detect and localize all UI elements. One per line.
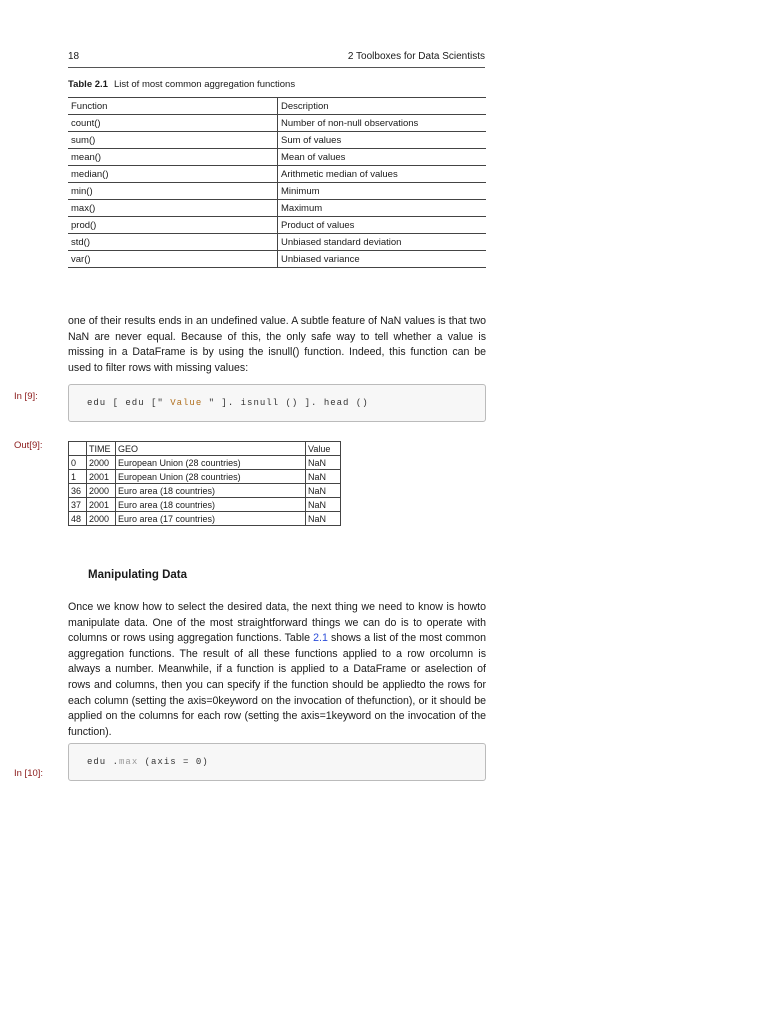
- table-row: [69, 512, 341, 526]
- table-caption-label: Table 2.1: [68, 79, 108, 90]
- paragraph-text-segment: shows a list of the most common aggregation functions. The result of all these functions applied to a row orcolumn is always a number. Meanwhile, if a function is applied to a DataFrame or aselection of rows and columns, then you can specify if the function should be appliedto the rows for each column (setting the axis=0keyword on the invocation of thefunction), or it should be applied on the columns for each row (setting the axis=1keyword on the invocation of the function).: [68, 632, 486, 738]
- table-header-cell: [69, 442, 87, 456]
- table-row: [68, 132, 486, 149]
- code-string-token: Value: [170, 398, 203, 408]
- table-cell: Unbiased standard deviation: [278, 234, 487, 251]
- table-cell: Unbiased variance: [278, 251, 487, 268]
- table-cell: Arithmetic median of values: [278, 166, 487, 183]
- body-paragraph: [68, 314, 486, 376]
- table-cell: Mean of values: [278, 149, 487, 166]
- code-line: [87, 757, 209, 767]
- table-cell: NaN: [306, 470, 341, 484]
- chapter-title: 2 Toolboxes for Data Scientists: [347, 51, 485, 62]
- table-cell: min(): [68, 183, 278, 200]
- table-row: [68, 115, 486, 132]
- table-row: [68, 217, 486, 234]
- table-cell: European Union (28 countries): [116, 470, 306, 484]
- code-cell[interactable]: [68, 743, 486, 781]
- code-line: [87, 398, 369, 408]
- table-cell: Maximum: [278, 200, 487, 217]
- table-cell: 2000: [87, 456, 116, 470]
- table-cell: Euro area (18 countries): [116, 484, 306, 498]
- table-row: [69, 498, 341, 512]
- table-cell: NaN: [306, 512, 341, 526]
- table-cell: var(): [68, 251, 278, 268]
- table-cell: median(): [68, 166, 278, 183]
- aggregation-functions-table: [68, 97, 486, 268]
- running-header: [68, 49, 485, 68]
- table-cell: count(): [68, 115, 278, 132]
- table-cell: 2000: [87, 512, 116, 526]
- input-prompt: In [9]:: [14, 391, 38, 402]
- table-cell: 2001: [87, 498, 116, 512]
- table-reference-link[interactable]: 2.1: [313, 632, 328, 645]
- table-cell: std(): [68, 234, 278, 251]
- table-cell: Euro area (18 countries): [116, 498, 306, 512]
- table-cell: European Union (28 countries): [116, 456, 306, 470]
- table-cell: 2001: [87, 470, 116, 484]
- table-cell: 36: [69, 484, 87, 498]
- page-number: 18: [68, 51, 80, 62]
- table-cell: NaN: [306, 498, 341, 512]
- table-row: [68, 251, 486, 268]
- table-header-row: [68, 98, 486, 115]
- dataframe-output-table: [68, 441, 341, 526]
- table-caption: [68, 79, 295, 90]
- table-cell: 2000: [87, 484, 116, 498]
- code-token: edu .: [87, 757, 120, 767]
- table-header-cell: Description: [278, 98, 487, 115]
- table-header-cell: Value: [306, 442, 341, 456]
- table-cell: Number of non-null observations: [278, 115, 487, 132]
- table-row: [68, 200, 486, 217]
- table-row: [69, 456, 341, 470]
- code-token: edu [ edu [": [87, 398, 171, 408]
- table-cell: 0: [69, 456, 87, 470]
- table-cell: 1: [69, 470, 87, 484]
- code-token: " ]. isnull () ]. head (): [202, 398, 369, 408]
- table-caption-text: List of most common aggregation functions: [113, 79, 296, 90]
- output-prompt: Out[9]:: [14, 440, 43, 451]
- table-cell: 37: [69, 498, 87, 512]
- table-cell: 48: [69, 512, 87, 526]
- table-row: [68, 166, 486, 183]
- table-cell: sum(): [68, 132, 278, 149]
- table-cell: Euro area (17 countries): [116, 512, 306, 526]
- table-cell: Minimum: [278, 183, 487, 200]
- paragraph-text: one of their results ends in an undefined value. A subtle feature of NaN values is that two NaN are never equal. Because of this, the only safe way to tell whether a value is missing in a DataFrame is by using the isnull() function. Indeed, this function can be used to filter rows with missing values:: [68, 315, 486, 374]
- table-row: [68, 234, 486, 251]
- table-cell: prod(): [68, 217, 278, 234]
- input-prompt: In [10]:: [14, 768, 44, 779]
- table-cell: mean(): [68, 149, 278, 166]
- table-header-row: [69, 442, 341, 456]
- table-cell: Product of values: [278, 217, 487, 234]
- table-row: [68, 183, 486, 200]
- table-row: [69, 484, 341, 498]
- table-row: [68, 149, 486, 166]
- table-header-cell: TIME: [87, 442, 116, 456]
- table-cell: NaN: [306, 484, 341, 498]
- table-cell: NaN: [306, 456, 341, 470]
- section-heading: Manipulating Data: [88, 569, 188, 581]
- code-token: (axis = 0): [138, 757, 209, 767]
- code-keyword-token: max: [119, 757, 139, 767]
- table-cell: Sum of values: [278, 132, 487, 149]
- table-header-cell: Function: [68, 98, 278, 115]
- table-row: [69, 470, 341, 484]
- table-cell: max(): [68, 200, 278, 217]
- paragraph-text-segment: Once we know how to select the desired data, the next thing we need to know is howto manipulate data. One of the most straightforward things we can do is to operate with columns or rows using aggregation functions. Table: [68, 601, 486, 645]
- body-paragraph: [68, 600, 486, 740]
- code-cell[interactable]: [68, 384, 486, 422]
- paragraph-text: [68, 600, 486, 740]
- table-header-cell: GEO: [116, 442, 306, 456]
